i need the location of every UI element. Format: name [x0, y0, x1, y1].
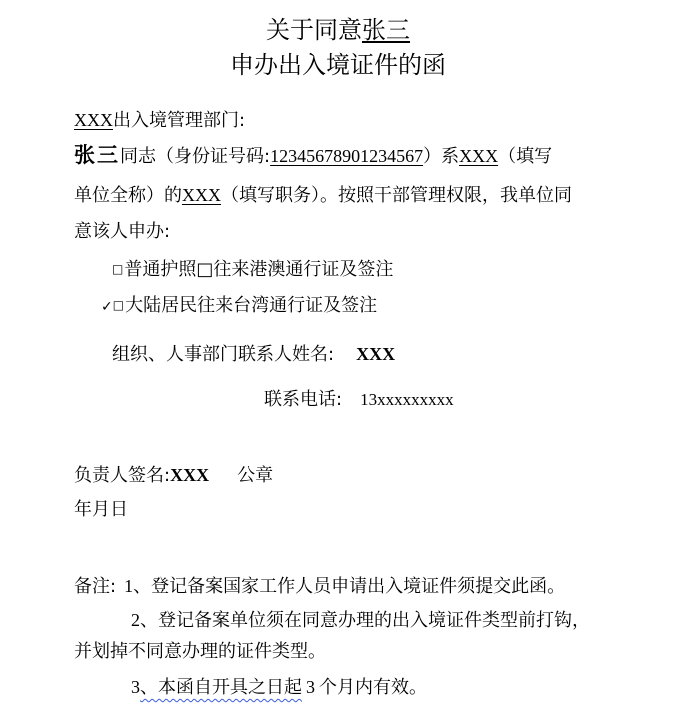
option-label: 普通护照□往来港澳通行证及签注: [124, 259, 394, 280]
body-text: 单位全称）的: [74, 185, 182, 206]
option-passport: [112, 256, 393, 283]
body-text: （填写职务）。按照干部管理权限，我单位同: [221, 185, 572, 206]
checkmark-icon: ✓: [101, 299, 113, 315]
body-text: 同志（身份证号码:: [120, 146, 271, 167]
validity-months: 3: [306, 677, 315, 697]
contact-name-value: XXX: [356, 344, 396, 364]
contact-name-line: [112, 341, 395, 368]
note-1: [74, 573, 565, 600]
checkbox-icon[interactable]: □: [112, 298, 125, 312]
document-title-line2: 申办出入境证件的函: [230, 51, 446, 79]
note-text: 个月内有效。: [319, 677, 427, 698]
contact-name-label: 组织、人事部门联系人姓名:: [112, 344, 335, 365]
salutation-org: XXX: [74, 110, 113, 130]
body-text: （填写: [498, 146, 553, 167]
note-number: 2: [131, 610, 140, 630]
signature-line: [74, 462, 273, 489]
note-text: 、登记备案国家工作人员申请出入境证件须提交此函。: [133, 576, 566, 597]
note-number: 1: [124, 576, 134, 596]
signature-label: 负责人签名:: [74, 465, 171, 486]
contact-phone-line: [264, 387, 454, 413]
date-line: 年月日: [74, 499, 128, 520]
body-line-1: [74, 142, 552, 170]
note-number: 3: [131, 677, 140, 697]
checkbox-icon[interactable]: □: [112, 262, 124, 276]
id-number: 12345678901234567: [270, 146, 424, 166]
signature-value: XXX: [170, 465, 210, 485]
option-taiwan-permit: [101, 292, 377, 320]
option-label: 大陆居民往来台湾通行证及签注: [125, 295, 378, 316]
seal-label: 公章: [237, 465, 274, 486]
unit-name: XXX: [459, 146, 499, 166]
body-text: ）系: [423, 146, 460, 167]
note-2-continued: 并划掉不同意办理的证件类型。: [74, 641, 326, 662]
note-3: [131, 674, 427, 701]
position-name: XXX: [182, 185, 221, 205]
salutation: [74, 107, 245, 134]
notes-label: 备注:: [74, 576, 117, 597]
contact-phone-label: 联系电话:: [264, 389, 343, 410]
note-2: [131, 607, 590, 634]
body-line-2: [74, 182, 572, 209]
title-person-name: 张三: [362, 16, 410, 44]
body-line-3: 意该人申办:: [74, 221, 171, 242]
note-text-marked: 、本函自开具之日起: [140, 677, 302, 698]
title-prefix: 关于同意: [266, 16, 362, 44]
handwritten-name: 张三: [74, 142, 120, 167]
document-title-line1: [0, 14, 676, 46]
contact-phone-value: 13xxxxxxxxx: [360, 390, 454, 409]
note-text: 、登记备案单位须在同意办理的出入境证件类型前打钩，: [140, 610, 590, 631]
salutation-suffix: 出入境管理部门:: [113, 110, 246, 131]
